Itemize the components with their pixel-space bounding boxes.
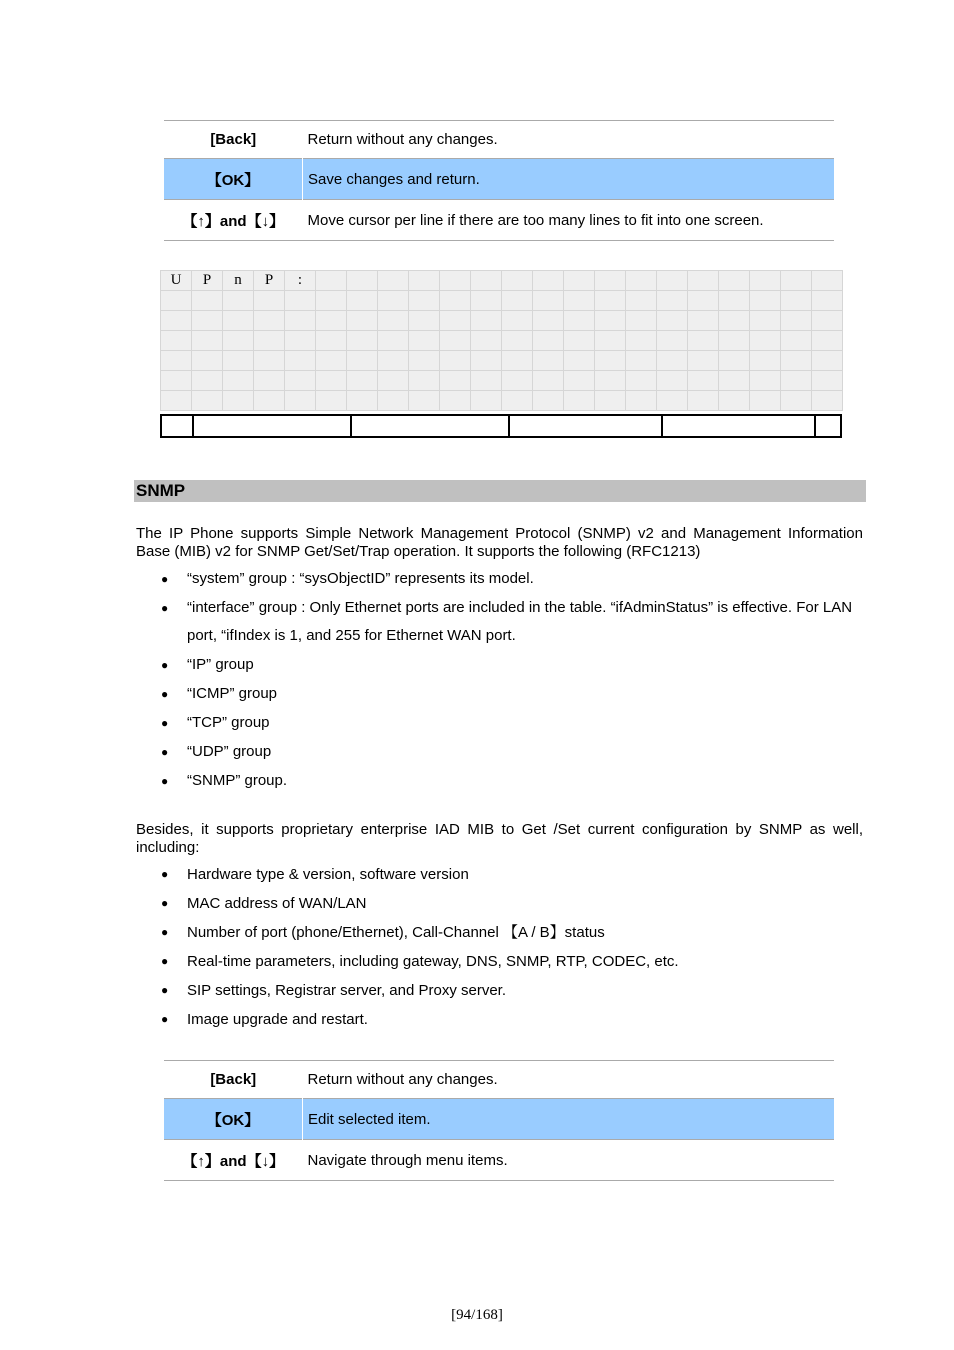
bullet-icon: ● — [161, 716, 169, 730]
lcd-cell — [502, 311, 533, 331]
softkey-slot — [816, 416, 840, 436]
lcd-cell — [626, 331, 657, 351]
lcd-cell — [471, 351, 502, 371]
lcd-cell — [378, 311, 409, 331]
page-number: [94/168] — [451, 1307, 503, 1323]
lcd-cell — [285, 391, 316, 411]
key-description: Navigate through menu items. — [307, 1151, 508, 1169]
lcd-cell — [533, 391, 564, 411]
lcd-cell — [626, 351, 657, 371]
lcd-row — [161, 271, 843, 291]
key-table-snmp — [164, 1060, 834, 1181]
lcd-cell — [564, 351, 595, 371]
list-item: ● Image upgrade and restart. — [136, 1005, 863, 1034]
list-item: ● Hardware type & version, software version — [136, 860, 863, 889]
bullet-icon: ● — [161, 983, 169, 997]
lcd-cell — [409, 271, 440, 291]
lcd-cell — [750, 351, 781, 371]
lcd-cell — [161, 331, 192, 351]
key-description: Edit selected item. — [303, 1099, 835, 1140]
lcd-cell — [161, 351, 192, 371]
lcd-cell — [192, 311, 223, 331]
lcd-cell — [564, 291, 595, 311]
lcd-cell — [409, 311, 440, 331]
lcd-cell — [657, 331, 688, 351]
lcd-cell — [502, 271, 533, 291]
softkey-slot — [352, 416, 510, 436]
lcd-cell — [626, 391, 657, 411]
lcd-cell — [347, 371, 378, 391]
lcd-cell — [750, 371, 781, 391]
lcd-cell — [533, 311, 564, 331]
lcd-cell — [378, 351, 409, 371]
lcd-cell — [161, 291, 192, 311]
lcd-cell — [316, 291, 347, 311]
mib-group-list — [136, 565, 863, 796]
lcd-cell — [223, 331, 254, 351]
key-label: 【↑】and【↓】 — [182, 212, 285, 230]
lcd-cell — [254, 311, 285, 331]
lcd-cell — [285, 331, 316, 351]
list-item: ● “SNMP” group. — [136, 767, 863, 795]
lcd-cell — [440, 291, 471, 311]
lcd-cell — [533, 371, 564, 391]
lcd-cell — [161, 371, 192, 391]
lcd-cell — [316, 331, 347, 351]
table-row — [164, 159, 834, 200]
lcd-cell — [285, 351, 316, 371]
lcd-cell — [719, 271, 750, 291]
lcd-cell — [223, 371, 254, 391]
lcd-cell — [316, 371, 347, 391]
intro-paragraph: The IP Phone supports Simple Network Management Protocol (SNMP) v2 and Management Information Base (MIB) v2 for SNMP Get/Set/Trap operation. It supports the following (RFC1213) — [136, 525, 863, 560]
lcd-cell — [409, 371, 440, 391]
lcd-cell — [781, 331, 812, 351]
lcd-cell: n — [223, 271, 254, 291]
lcd-cell — [626, 311, 657, 331]
lcd-cell — [223, 351, 254, 371]
table-row — [164, 1061, 834, 1099]
bullet-icon: ● — [161, 658, 169, 672]
lcd-cell — [440, 391, 471, 411]
lcd-row — [161, 311, 843, 331]
lcd-cell — [471, 331, 502, 351]
lcd-cell — [378, 271, 409, 291]
lcd-row — [161, 371, 843, 391]
list-item: ● Number of port (phone/Ethernet), Call-Channel 【A / B】status — [136, 918, 863, 947]
lcd-cell: : — [285, 271, 316, 291]
lcd-cell — [192, 351, 223, 371]
lcd-cell — [254, 331, 285, 351]
lcd-cell — [595, 311, 626, 331]
list-item: ● MAC address of WAN/LAN — [136, 889, 863, 918]
table-row — [164, 1140, 834, 1181]
lcd-cell — [564, 311, 595, 331]
lcd-cell — [471, 311, 502, 331]
lcd-cell — [688, 291, 719, 311]
lcd-row — [161, 291, 843, 311]
lcd-cell — [223, 311, 254, 331]
lcd-cell — [347, 391, 378, 411]
lcd-cell — [657, 391, 688, 411]
lcd-cell — [378, 371, 409, 391]
lcd-cell — [781, 351, 812, 371]
lcd-cell — [409, 391, 440, 411]
lcd-cell — [316, 391, 347, 411]
lcd-row — [161, 391, 843, 411]
lcd-cell — [657, 271, 688, 291]
section-heading: SNMP — [134, 480, 866, 502]
list-item: ● “ICMP” group — [136, 680, 863, 708]
lcd-cell — [285, 291, 316, 311]
lcd-cell — [750, 391, 781, 411]
lcd-cell — [440, 351, 471, 371]
bullet-icon: ● — [161, 774, 169, 788]
lcd-cell — [471, 291, 502, 311]
key-description: Return without any changes. — [307, 1071, 498, 1088]
lcd-cell — [781, 271, 812, 291]
bullet-icon: ● — [161, 601, 169, 615]
besides-paragraph: Besides, it supports proprietary enterprise IAD MIB to Get /Set current configuration by SNMP as well, including: — [136, 821, 863, 856]
key-description: Save changes and return. — [303, 159, 835, 200]
key-label: 【OK】 — [164, 1099, 303, 1140]
lcd-cell — [626, 371, 657, 391]
lcd-cell: P — [254, 271, 285, 291]
lcd-cell — [409, 351, 440, 371]
lcd-cell — [254, 371, 285, 391]
softkey-slot — [194, 416, 352, 436]
lcd-cell — [657, 311, 688, 331]
lcd-cell — [595, 391, 626, 411]
lcd-cell — [719, 331, 750, 351]
lcd-cell — [316, 351, 347, 371]
lcd-cell — [719, 391, 750, 411]
lcd-cell — [812, 311, 843, 331]
list-item: ● “TCP” group — [136, 709, 863, 737]
lcd-cell — [750, 331, 781, 351]
lcd-cell — [533, 331, 564, 351]
lcd-cell — [657, 351, 688, 371]
lcd-cell — [688, 331, 719, 351]
lcd-cell — [533, 271, 564, 291]
softkey-slot — [162, 416, 194, 436]
lcd-cell — [502, 391, 533, 411]
lcd-row — [161, 351, 843, 371]
table-row — [164, 121, 834, 159]
lcd-cell — [347, 291, 378, 311]
lcd-cell — [440, 311, 471, 331]
lcd-cell — [688, 311, 719, 331]
lcd-cell — [688, 371, 719, 391]
lcd-cell — [161, 311, 192, 331]
bullet-icon: ● — [161, 867, 169, 881]
lcd-row — [161, 331, 843, 351]
key-label: 【↑】and【↓】 — [182, 1152, 285, 1170]
lcd-cell — [378, 331, 409, 351]
lcd-cell — [564, 271, 595, 291]
lcd-cell — [285, 371, 316, 391]
lcd-cell — [192, 291, 223, 311]
key-label: 【OK】 — [164, 159, 303, 200]
lcd-cell — [688, 351, 719, 371]
lcd-cell — [750, 291, 781, 311]
lcd-cell — [471, 271, 502, 291]
lcd-softkey-bar — [160, 414, 842, 438]
bullet-icon: ● — [161, 896, 169, 910]
lcd-cell — [719, 291, 750, 311]
lcd-cell — [347, 331, 378, 351]
lcd-screen — [160, 270, 843, 411]
lcd-cell — [502, 351, 533, 371]
lcd-cell — [688, 271, 719, 291]
lcd-cell — [812, 391, 843, 411]
lcd-cell — [378, 291, 409, 311]
lcd-cell — [595, 331, 626, 351]
lcd-cell — [812, 351, 843, 371]
lcd-cell — [595, 291, 626, 311]
lcd-cell — [502, 291, 533, 311]
lcd-cell — [347, 311, 378, 331]
list-item: ● Real-time parameters, including gateway, DNS, SNMP, RTP, CODEC, etc. — [136, 947, 863, 976]
lcd-cell: P — [192, 271, 223, 291]
key-table-upnp — [164, 120, 834, 241]
bullet-icon: ● — [161, 572, 169, 586]
lcd-cell — [161, 391, 192, 411]
lcd-cell — [781, 311, 812, 331]
lcd-cell — [254, 391, 285, 411]
list-item: ● “system” group : “sysObjectID” represents its model. — [136, 565, 863, 593]
list-item: ● “IP” group — [136, 651, 863, 679]
key-label: [Back] — [210, 1071, 257, 1088]
lcd-cell — [502, 371, 533, 391]
lcd-cell — [378, 391, 409, 411]
lcd-cell — [564, 391, 595, 411]
lcd-cell — [781, 371, 812, 391]
lcd-cell — [254, 291, 285, 311]
lcd-cell — [316, 271, 347, 291]
lcd-cell: U — [161, 271, 192, 291]
lcd-cell — [626, 271, 657, 291]
lcd-cell — [564, 371, 595, 391]
bullet-icon: ● — [161, 1012, 169, 1026]
lcd-cell — [409, 291, 440, 311]
lcd-cell — [192, 331, 223, 351]
lcd-cell — [533, 351, 564, 371]
lcd-cell — [502, 331, 533, 351]
softkey-slot — [663, 416, 816, 436]
lcd-cell — [440, 271, 471, 291]
lcd-cell — [347, 271, 378, 291]
lcd-cell — [192, 371, 223, 391]
lcd-cell — [192, 391, 223, 411]
bullet-icon: ● — [161, 687, 169, 701]
lcd-cell — [471, 371, 502, 391]
bullet-icon: ● — [161, 925, 169, 939]
lcd-cell — [812, 371, 843, 391]
lcd-cell — [285, 311, 316, 331]
bullet-icon: ● — [161, 954, 169, 968]
lcd-cell — [719, 371, 750, 391]
table-row — [164, 1099, 834, 1140]
key-description: Return without any changes. — [307, 131, 498, 148]
bullet-icon: ● — [161, 745, 169, 759]
lcd-cell — [595, 271, 626, 291]
lcd-cell — [688, 391, 719, 411]
lcd-cell — [471, 391, 502, 411]
table-row — [164, 200, 834, 241]
lcd-cell — [657, 291, 688, 311]
lcd-cell — [223, 291, 254, 311]
lcd-cell — [812, 271, 843, 291]
key-description: Move cursor per line if there are too many lines to fit into one screen. — [307, 211, 764, 229]
lcd-cell — [254, 351, 285, 371]
lcd-cell — [750, 271, 781, 291]
lcd-cell — [316, 311, 347, 331]
lcd-cell — [347, 351, 378, 371]
lcd-cell — [440, 371, 471, 391]
lcd-cell — [409, 331, 440, 351]
lcd-cell — [719, 351, 750, 371]
lcd-cell — [750, 311, 781, 331]
lcd-cell — [595, 351, 626, 371]
lcd-cell — [812, 331, 843, 351]
lcd-cell — [595, 371, 626, 391]
lcd-cell — [533, 291, 564, 311]
lcd-cell — [223, 391, 254, 411]
lcd-cell — [564, 331, 595, 351]
lcd-cell — [781, 391, 812, 411]
lcd-cell — [440, 331, 471, 351]
lcd-cell — [626, 291, 657, 311]
list-item: ● “interface” group : Only Ethernet ports are included in the table. “ifAdminStatus” is effective. For LAN port, “ifIndex is 1, and 255 for Ethernet WAN port. — [136, 594, 863, 650]
iad-mib-feature-list — [136, 860, 863, 1034]
key-label: [Back] — [210, 131, 257, 148]
lcd-cell — [781, 291, 812, 311]
lcd-cell — [657, 371, 688, 391]
lcd-cell — [812, 291, 843, 311]
list-item: ● SIP settings, Registrar server, and Proxy server. — [136, 976, 863, 1005]
lcd-cell — [719, 311, 750, 331]
list-item: ● “UDP” group — [136, 738, 863, 766]
softkey-slot — [510, 416, 663, 436]
